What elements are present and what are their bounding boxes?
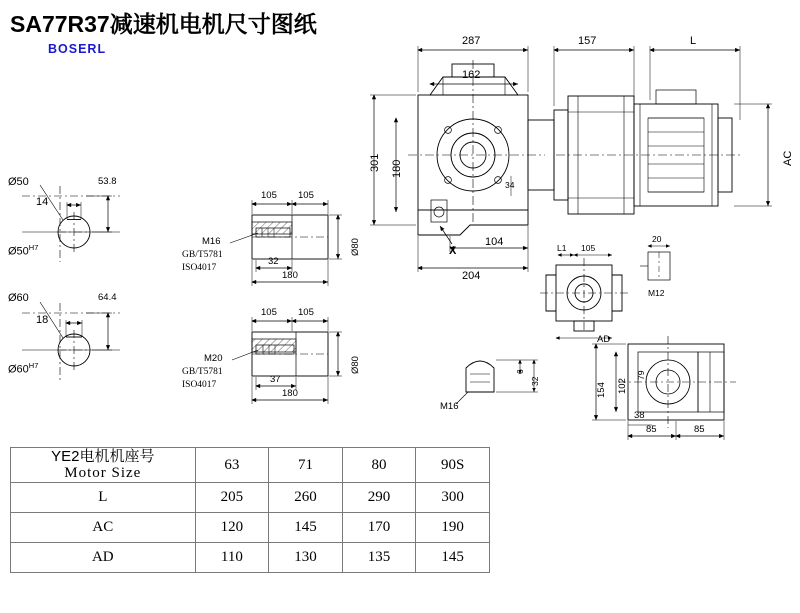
table-cell-AC-2: 170: [342, 513, 416, 543]
label-plug-thread-M16: M16: [440, 401, 459, 412]
brand-logo: BOSERL: [48, 42, 107, 56]
table-col-header-1: 71: [269, 448, 343, 483]
table-cell-L-3: 300: [416, 483, 490, 513]
label-flange-bottom-standard-2: ISO4017: [182, 380, 217, 390]
label-main-dim-AC: AC: [782, 150, 794, 166]
label-flange-bottom-standard-1: GB/T5781: [182, 367, 223, 377]
label-flange-top-standard-1: GB/T5781: [182, 250, 223, 260]
label-shaft-top-bore: $Ø50^{H7}$: [8, 243, 39, 258]
label-main-dim-L: L: [690, 35, 697, 47]
label-shaft-bottom-bore-tolerance: H7: [28, 361, 39, 370]
label-br-dim-102: 102: [617, 378, 628, 394]
label-shaft-top-height: 53.8: [98, 176, 117, 187]
label-flange-bottom-dim-1: 105: [261, 307, 277, 318]
table-header-label-en: Motor Size: [64, 465, 142, 481]
label-br-dim-85-1: 85: [646, 424, 657, 435]
page-title: SA77R37减速机电机尺寸图纸: [10, 11, 317, 37]
label-flange-top-dim-3: 32: [268, 256, 279, 267]
label-plug-dim-32: 32: [530, 376, 540, 386]
label-shaft-bottom-bore: $Ø60^{H7}$: [8, 361, 39, 376]
table-col-header-3: 90S: [416, 448, 490, 483]
label-flange-bottom-thread: M20: [204, 353, 223, 364]
label-endview-dim-L1: L1: [557, 243, 567, 253]
label-br-dim-38: 38: [634, 410, 645, 421]
label-main-dim-287: 287: [462, 35, 481, 47]
table-cell-L-0: 205: [195, 483, 269, 513]
table-cell-AC-3: 190: [416, 513, 490, 543]
label-flange-bottom-dim-3: 37: [270, 374, 281, 385]
label-br-dim-85-2: 85: [694, 424, 705, 435]
label-endview-AD: AD: [597, 334, 611, 345]
label-plug-dim-6: 6: [515, 369, 525, 374]
label-endview-dim-105: 105: [581, 243, 596, 253]
label-shaft-top-bore-tolerance: H7: [28, 243, 39, 252]
table-row-label-L: L: [11, 483, 196, 513]
label-main-dim-162: 162: [462, 69, 481, 81]
label-main-mark-34: 34: [505, 180, 515, 190]
table-header-label-cn: YE2电机机座号: [51, 448, 155, 465]
label-shaft-bottom-height: 64.4: [98, 292, 117, 303]
table-cell-AD-3: 145: [416, 543, 490, 573]
label-main-dim-104: 104: [485, 236, 504, 248]
table-col-header-2: 80: [342, 448, 416, 483]
table-cell-L-1: 260: [269, 483, 343, 513]
label-flange-top-dim-1: 105: [261, 190, 277, 201]
table-cell-AD-0: 110: [195, 543, 269, 573]
label-br-dim-154: 154: [596, 382, 607, 398]
label-endview-dim-20: 20: [652, 234, 662, 244]
label-flange-bottom-diameter: Ø80: [350, 356, 361, 374]
label-br-dim-79: 79: [636, 370, 646, 380]
table-row: [11, 513, 490, 543]
table-header-row: [11, 448, 490, 483]
label-flange-top-diameter: Ø80: [350, 238, 361, 256]
label-flange-bottom-dim-2: 105: [298, 307, 314, 318]
label-endview-thread-M12: M12: [648, 288, 665, 298]
table-row: [11, 543, 490, 573]
table-row-label-AC: AC: [11, 513, 196, 543]
table-row-label-AD: AD: [11, 543, 196, 573]
table-header-label: [11, 448, 196, 483]
table-row: [11, 483, 490, 513]
label-shaft-bottom-diameter: Ø60: [8, 292, 29, 304]
label-main-dim-301: 301: [369, 153, 381, 172]
label-main-mark-x: X: [449, 245, 457, 257]
table-cell-AD-2: 135: [342, 543, 416, 573]
label-shaft-top-key-width: 14: [36, 196, 49, 208]
label-flange-bottom-dim-4: 180: [282, 388, 298, 399]
table-col-header-0: 63: [195, 448, 269, 483]
label-flange-top-dim-4: 180: [282, 270, 298, 281]
label-main-dim-157: 157: [578, 35, 597, 47]
label-main-dim-204: 204: [462, 270, 481, 282]
label-shaft-top-diameter: Ø50: [8, 176, 29, 188]
table-cell-L-2: 290: [342, 483, 416, 513]
label-shaft-bottom-key-width: 18: [36, 314, 49, 326]
table-cell-AC-0: 120: [195, 513, 269, 543]
label-flange-top-standard-2: ISO4017: [182, 263, 217, 273]
motor-size-table: [10, 447, 490, 573]
label-flange-top-thread: M16: [202, 236, 221, 247]
label-main-dim-180: 180: [391, 159, 403, 178]
table-cell-AD-1: 130: [269, 543, 343, 573]
label-flange-top-dim-2: 105: [298, 190, 314, 201]
table-cell-AC-1: 145: [269, 513, 343, 543]
